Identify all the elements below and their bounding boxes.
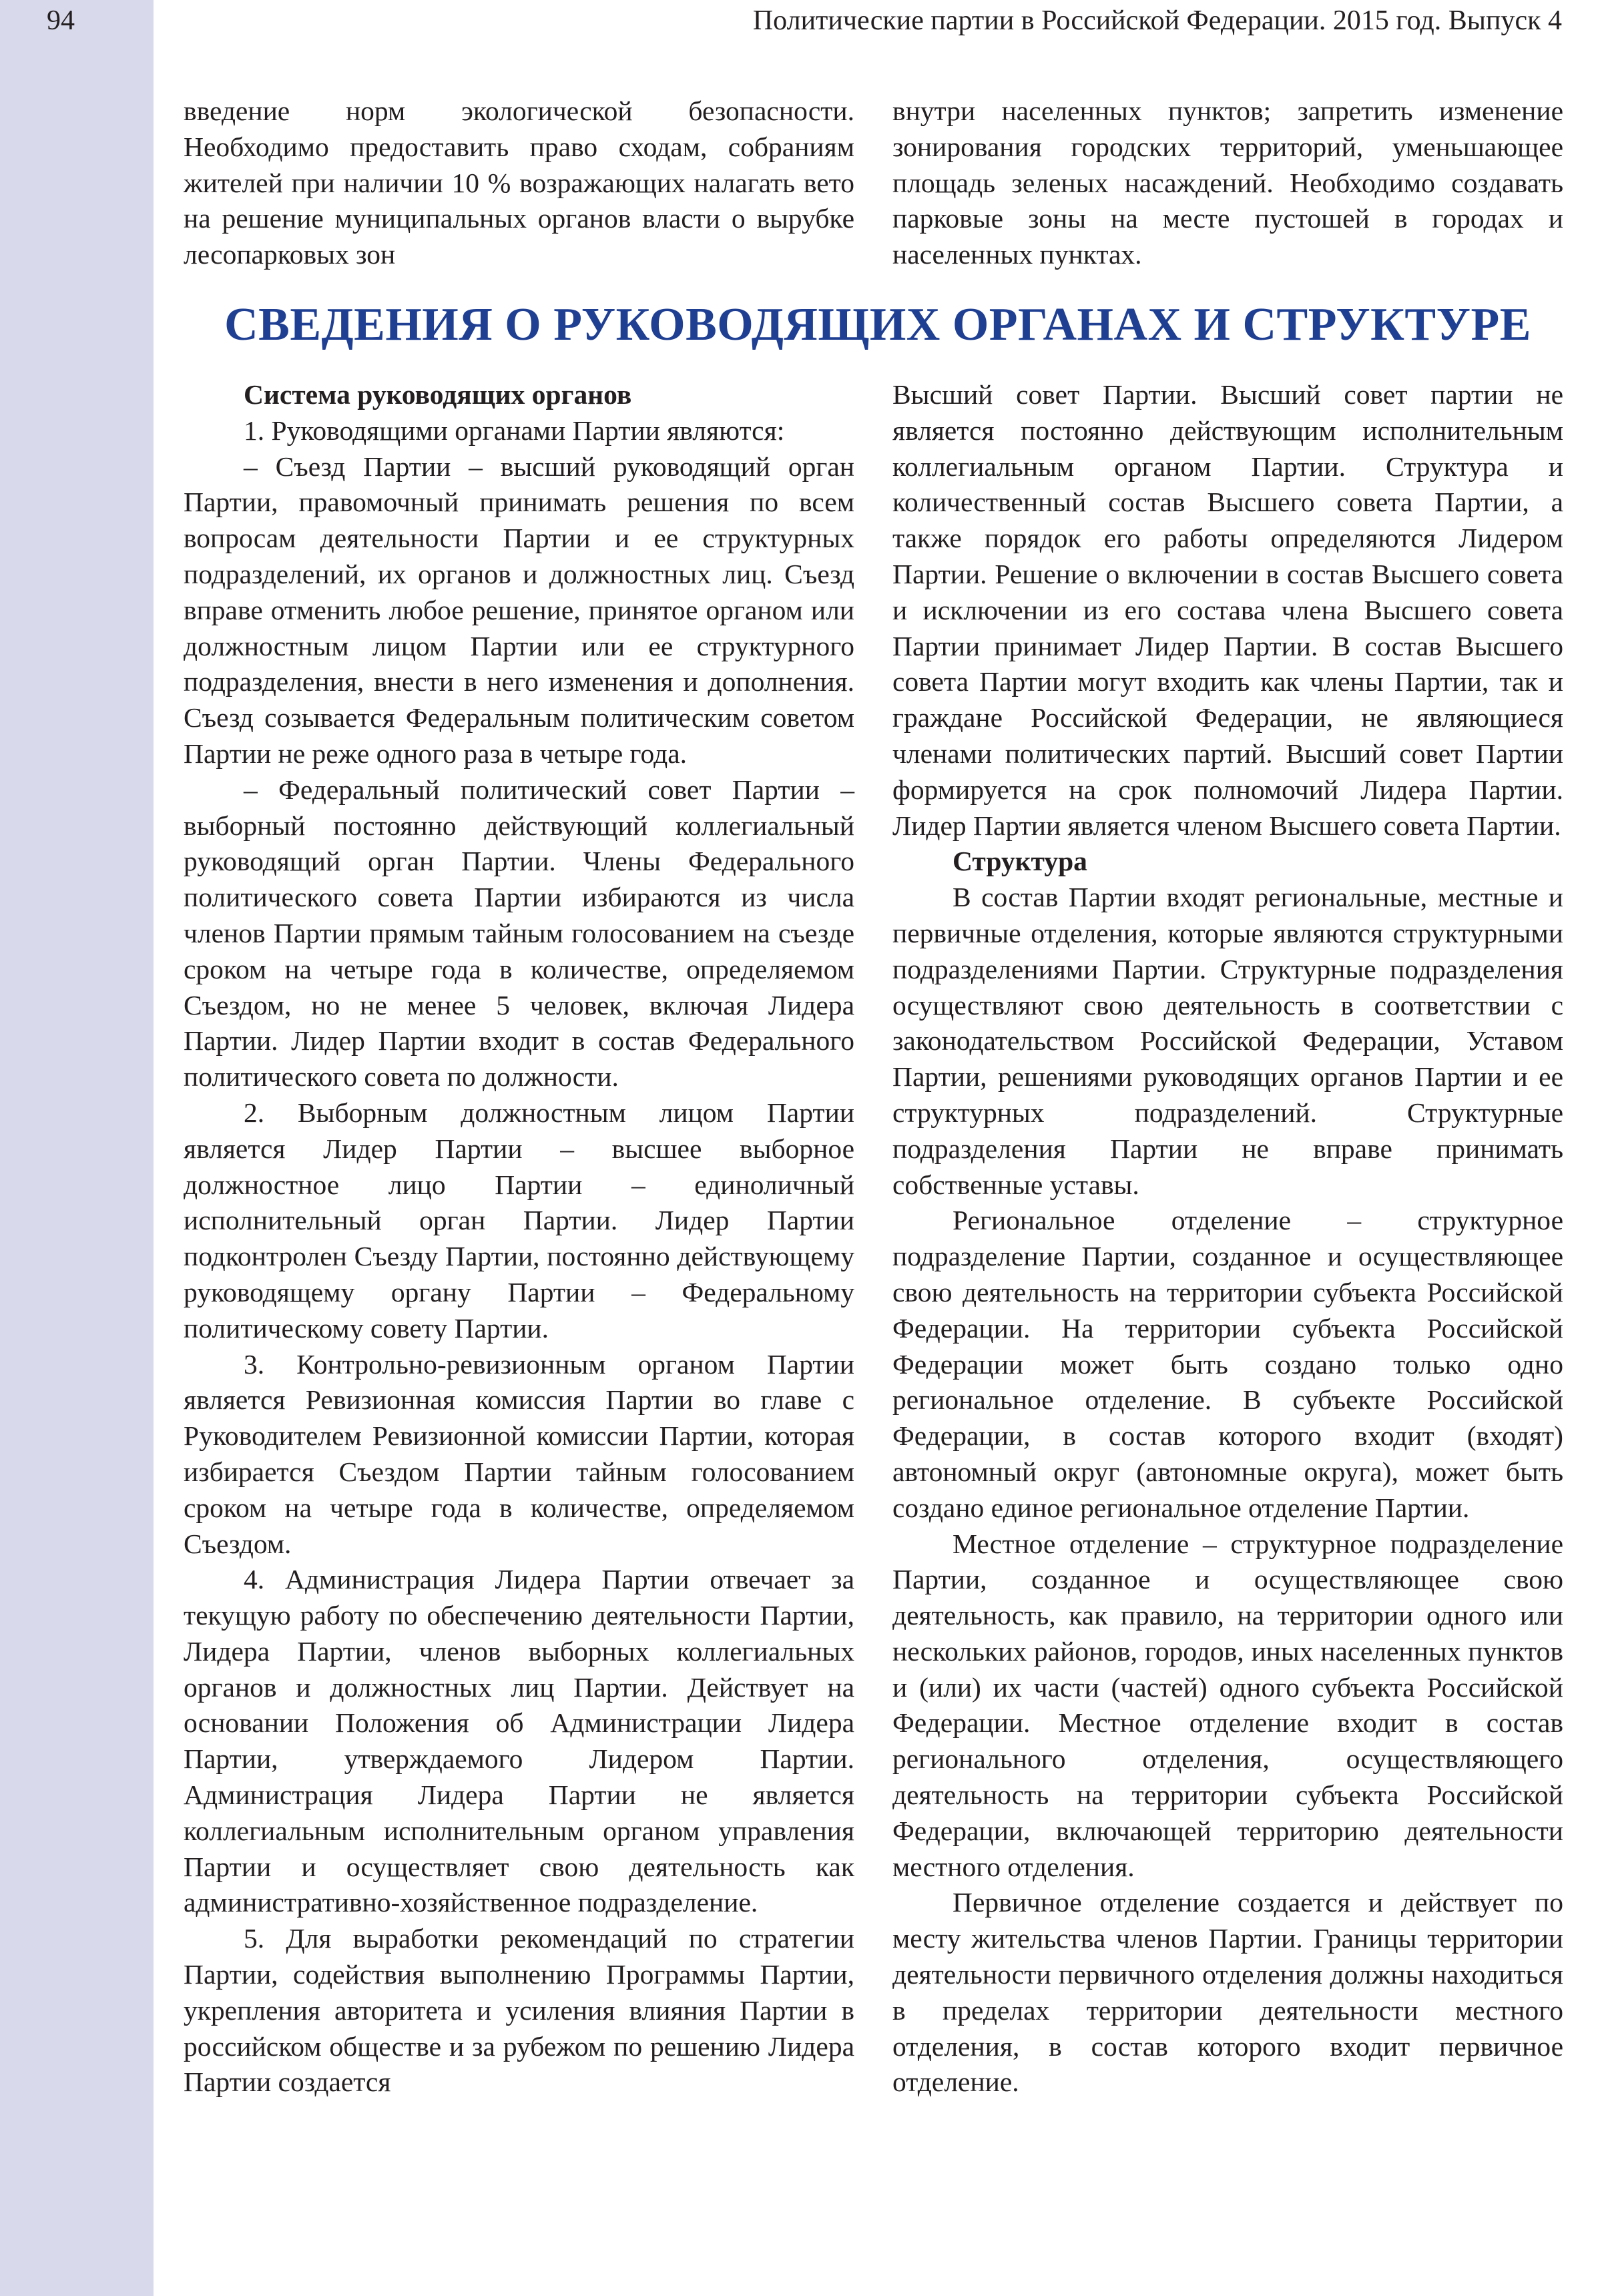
paragraph: Высший совет Партии. Высший совет партии не является постоянно действующим исполнительным коллегиальным органом Партии. Структура и количественный состав Высшего совета Партии, а также порядок его работы определяются Лидером Партии. Решение о включении в состав Высшего совета и исключении из его состава члена Высшего совета Партии принимает Лидер Партии. В состав Высшего совета Партии могут входить как члены Партии, так и граждане Российской Федерации, не являющиеся членами политических партий. Высший совет Партии формируется на срок полномочий Лидера Партии. Лидер Партии является членом Высшего совета Партии.: [892, 379, 1563, 841]
paragraph: 2. Выборным должностным лицом Партии является Лидер Партии – высшее выборное должностное лицо Партии – единоличный исполнительный орган Партии. Лидер Партии подконтролен Съезду Партии, постоянно действующему руководящему органу Партии – Федеральному политическому совету Партии.: [184, 1097, 854, 1344]
top-columns: [184, 93, 1563, 273]
side-band: [0, 0, 154, 2296]
main-columns: [184, 377, 1563, 2100]
paragraph: Региональное отделение – структурное подразделение Партии, созданное и осуществляющее свою деятельность на территории субъекта Российской Федерации. На территории субъекта Российской Федерации может быть создано только одно региональное отделение. В субъекте Российской Федерации, в состав которого входит (входят) автономный округ (автономные округа), может быть создано единое региональное отделение Партии.: [892, 1205, 1563, 1523]
section-title: СВЕДЕНИЯ О РУКОВОДЯЩИХ ОРГАНАХ И СТРУКТУРЕ: [224, 299, 1531, 350]
paragraph: В состав Партии входят региональные, местные и первичные отделения, которые являются структурными подразделениями Партии. Структурные подразделения осуществляют свою деятельность в соответствии с законодательством Российской Федерации, Уставом Партии, решениями руководящих органов Партии и ее структурных подразделений. Структурные подразделения Партии не вправе принимать собственные уставы.: [892, 882, 1563, 1200]
top-right-paragraph: внутри населенных пунктов; запретить изменение зонирования городских территорий, уменьшающее площадь зеленых насаждений. Необходимо создавать парковые зоны на месте пустошей в городах и населенных пунктах.: [892, 95, 1563, 270]
paragraph: – Федеральный политический совет Партии – выборный постоянно действующий коллегиальный руководящий орган Партии. Члены Федерального политического совета Партии избираются из числа членов Партии прямым тайным голосованием на съезде сроком на четыре года в количестве, определяемом Съездом, но не менее 5 человек, включая Лидера Партии. Лидер Партии входит в состав Федерального политического совета по должности.: [184, 774, 854, 1093]
right-column: [892, 377, 1563, 2100]
paragraph: 3. Контрольно-ревизионным органом Партии является Ревизионная комиссия Партии во главе с Руководителем Ревизионной комиссии Партии, которая избирается Съездом Партии тайным голосованием сроком на четыре года в количестве, определяемом Съездом.: [184, 1348, 854, 1559]
paragraph: Первичное отделение создается и действует по месту жительства членов Партии. Границы территории деятельности первичного отделения должны находиться в пределах территории деятельности местного отделения, в состав которого входит первичное отделение.: [892, 1887, 1563, 2098]
top-left-column: [184, 93, 854, 273]
paragraph: 4. Администрация Лидера Партии отвечает за текущую работу по обеспечению деятельности Партии, Лидера Партии, членов выборных коллегиальных органов и должностных лиц Партии. Действует на основании Положения об Администрации Лидера Партии, утверждаемого Лидером Партии. Администрация Лидера Партии не является коллегиальным исполнительным органом управления Партии и осуществляет свою деятельность как административно-хозяйственное подразделение.: [184, 1564, 854, 1918]
page-number: 94: [47, 5, 75, 36]
paragraph: 1. Руководящими органами Партии являются:: [244, 414, 785, 446]
top-left-paragraph: введение норм экологической безопасности. Необходимо предоставить право сходам, собраниям жителей при наличии 10 % возражающих налагать вето на решение муниципальных органов власти о вырубке лесопарковых зон: [184, 95, 854, 270]
left-column: [184, 377, 854, 2100]
subheading-governing-bodies: Система руководящих органов: [244, 379, 632, 410]
paragraph: Местное отделение – структурное подразделение Партии, созданное и осуществляющее свою деятельность, как правило, на территории одного или нескольких районов, городов, иных населенных пунктов и (или) их части (частей) одного субъекта Российской Федерации. Местное отделение входит в состав регионального отделения, осуществляющего деятельность на территории субъекта Российской Федерации, включающей территорию деятельности местного отделения.: [892, 1528, 1563, 1882]
top-right-column: [892, 93, 1563, 273]
running-title: Политические партии в Российской Федерации. 2015 год. Выпуск 4: [752, 5, 1562, 36]
subheading-structure: Структура: [953, 846, 1087, 877]
paragraph: – Съезд Партии – высший руководящий орган Партии, правомочный принимать решения по всем вопросам деятельности Партии и ее структурных подразделений, их органов и должностных лиц. Съезд вправе отменить любое решение, принятое органом или должностным лицом Партии или ее структурного подразделения, внести в него изменения и дополнения. Съезд созывается Федеральным политическим советом Партии не реже одного раза в четыре года.: [184, 451, 854, 769]
paragraph: 5. Для выработки рекомендаций по стратегии Партии, содействия выполнению Программы Партии, укрепления авторитета и усиления влияния Партии в российском обществе и за рубежом по решению Лидера Партии создается: [184, 1923, 854, 2098]
